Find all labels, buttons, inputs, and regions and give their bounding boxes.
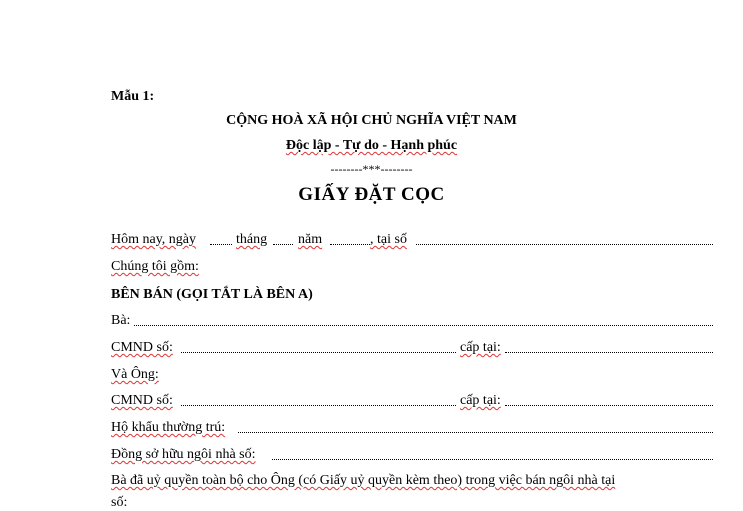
nation-heading: CỘNG HOÀ XÃ HỘI CHỦ NGHĨA VIỆT NAM: [226, 113, 517, 128]
id-label-1: CMND số:: [111, 340, 173, 355]
id-blank-1: [181, 352, 456, 353]
issued-label-1: cấp tại:: [460, 340, 501, 355]
month-blank: [273, 244, 293, 245]
form-label: Mẫu 1:: [111, 89, 155, 104]
residence-label: Hộ khẩu thường trú:: [111, 420, 226, 435]
id-blank-2: [181, 405, 456, 406]
address-blank: [416, 244, 713, 245]
motto-text: Độc lập - Tự do - Hạnh phúc: [285, 138, 458, 153]
date-today-label: Hôm nay, ngày: [111, 232, 197, 247]
co-owner-label: Đồng sở hữu ngôi nhà số:: [111, 447, 256, 462]
motto: [0, 137, 743, 154]
co-owner-blank: [272, 459, 713, 460]
mrs-blank: [134, 325, 713, 326]
issued-blank-2: [505, 405, 713, 406]
date-month-label: tháng: [236, 232, 268, 247]
year-blank: [330, 244, 370, 245]
continuation-label: số:: [111, 495, 128, 510]
party-a-heading: BÊN BÁN (GỌI TẮT LÀ BÊN A): [111, 287, 313, 302]
date-year-label: năm: [298, 232, 323, 247]
id-label-2: CMND số:: [111, 393, 173, 408]
issued-blank-1: [505, 352, 713, 353]
authorization-text: Bà đã uỷ quyền toàn bộ cho Ông (có Giấy uỷ quyền kèm theo) trong việc bán ngôi nhà tại: [111, 473, 616, 488]
divider: --------***--------: [330, 162, 413, 176]
document-title: GIẤY ĐẶT CỌC: [298, 184, 445, 205]
day-blank: [210, 244, 232, 245]
mrs-label: Bà:: [111, 313, 131, 328]
date-at-label: , tại số: [370, 232, 407, 247]
issued-label-2: cấp tại:: [460, 393, 501, 408]
residence-blank: [238, 432, 713, 433]
and-mr-label: Và Ông:: [111, 367, 159, 382]
we-are-label: Chúng tôi gồm:: [111, 259, 199, 274]
